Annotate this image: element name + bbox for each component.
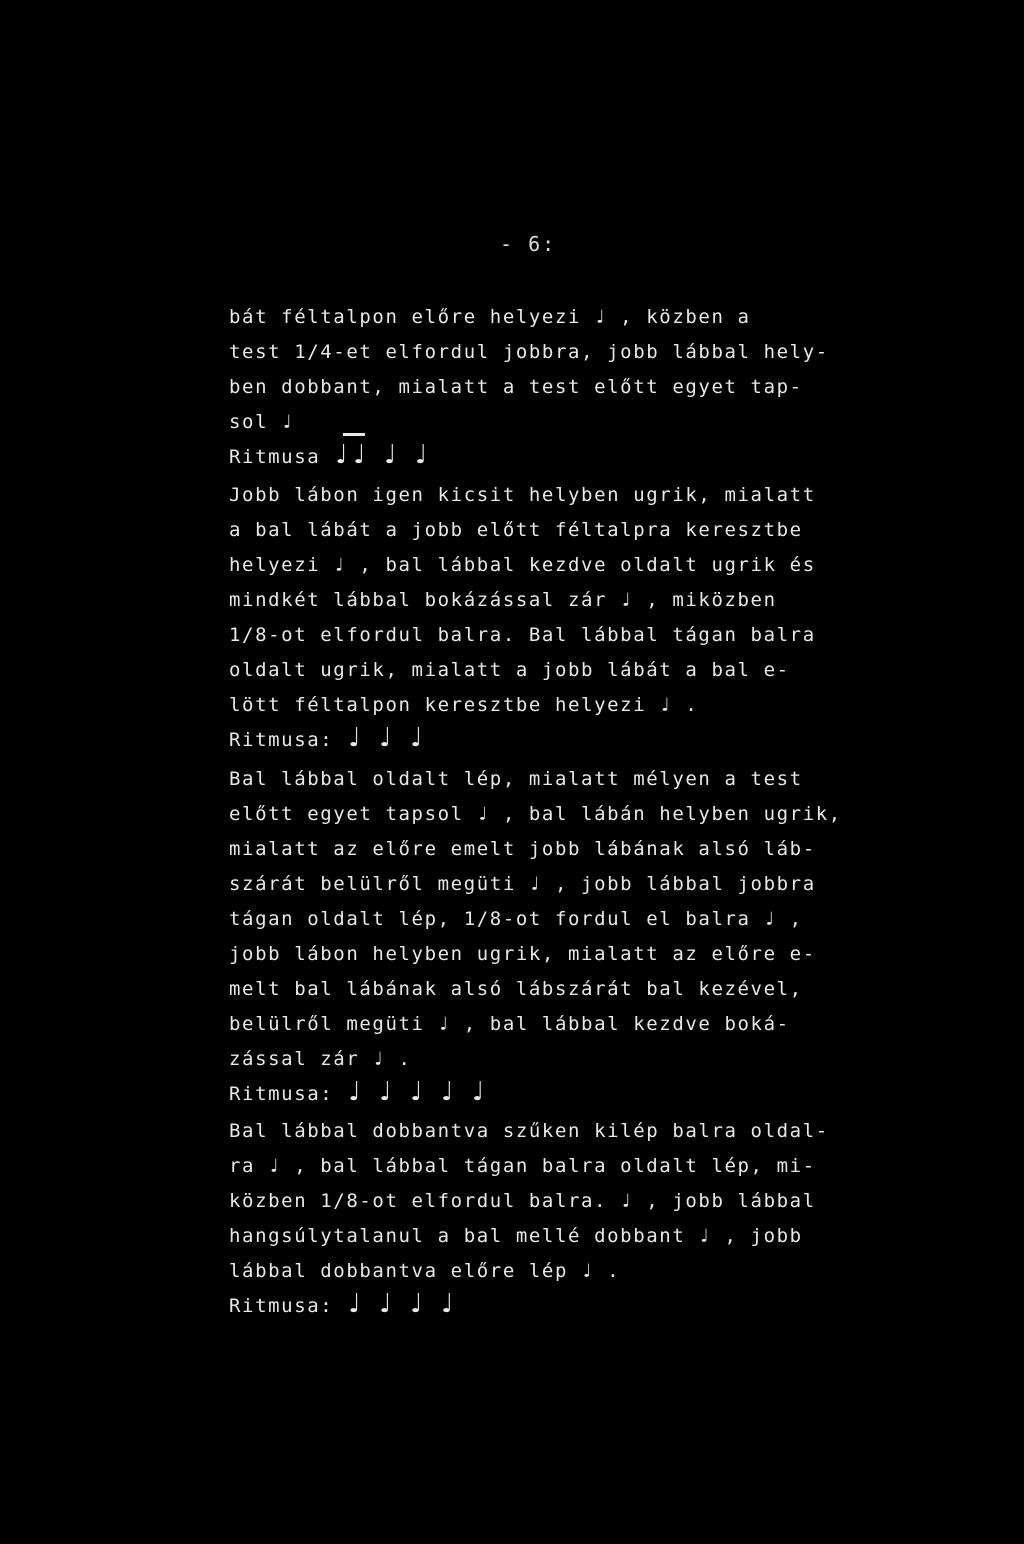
note-icon: ♩ <box>379 1077 394 1107</box>
note-icon: ♩ <box>441 1077 455 1107</box>
text-line: mindkét lábbal bokázással zár ♩ , miközben <box>229 589 777 611</box>
eighth-note-pair <box>333 440 369 475</box>
note-icon: ♩ <box>441 1289 455 1319</box>
rhythm-line <box>229 1077 829 1112</box>
rhythm-line <box>229 440 829 475</box>
note-icon: ♩ <box>348 1077 363 1107</box>
text-line: Bal lábbal dobbantva szűken kilép balra oldal- <box>229 1120 829 1142</box>
text-line: mialatt az előre emelt jobb lábának alsó láb- <box>229 838 816 860</box>
rhythm-label: Ritmusa: <box>229 1295 334 1317</box>
text-line: test 1/4-et elfordul jobbra, jobb lábbal hely- <box>229 341 829 363</box>
rhythm-line <box>229 1289 829 1324</box>
rhythm-line <box>229 723 829 758</box>
text-line: közben 1/8-ot elfordul balra. ♩ , jobb lábbal <box>229 1190 816 1212</box>
text-line: ra ♩ , bal lábbal tágan balra oldalt lép, mi- <box>229 1155 816 1177</box>
note-icon: ♩ <box>348 723 363 753</box>
note-icon: ♩ <box>348 1289 363 1319</box>
text-line: a bal lábát a jobb előtt féltalpra keresztbe <box>229 519 803 541</box>
text-line: jobb lábon helyben ugrik, mialatt az előre e- <box>229 943 816 965</box>
text-line: zással zár ♩ . <box>229 1048 412 1070</box>
text-line: oldalt ugrik, mialatt a jobb lábát a bal e- <box>229 659 790 681</box>
text-line: előtt egyet tapsol ♩ , bal lábán helyben ugrik, <box>229 803 842 825</box>
text-line: hangsúlytalanul a bal mellé dobbant ♩ , jobb <box>229 1225 803 1247</box>
text-line: belülről megüti ♩ , bal lábbal kezdve boká- <box>229 1013 790 1035</box>
note-icon: ♩ <box>353 440 368 470</box>
note-icon: ♩ <box>379 723 394 753</box>
paragraph-4 <box>229 1114 829 1324</box>
paragraph-2 <box>229 478 829 758</box>
note-icon: ♩ <box>472 1077 486 1107</box>
text-line: melt bal lábának alsó lábszárát bal kezével, <box>229 978 803 1000</box>
note-icon: ♩ <box>410 723 425 753</box>
text-line: sol ♩ <box>229 411 295 433</box>
note-icon: ♩ <box>379 1289 394 1319</box>
note-icon: ♩ <box>335 440 350 470</box>
text-line: Bal lábbal oldalt lép, mialatt mélyen a test <box>229 768 803 790</box>
text-line: tágan oldalt lép, 1/8-ot fordul el balra ♩ , <box>229 908 803 930</box>
note-icon: ♩ <box>410 1077 425 1107</box>
text-line: bát féltalpon előre helyezi ♩ , közben a <box>229 306 751 328</box>
page-number: - 6: <box>500 232 557 256</box>
paragraph-3 <box>229 762 842 1112</box>
text-line: szárát belülről megüti ♩ , jobb lábbal jobbra <box>229 873 816 895</box>
note-icon: ♩ <box>415 440 429 470</box>
rhythm-label: Ritmusa: <box>229 729 334 751</box>
text-line: lábbal dobbantva előre lép ♩ . <box>229 1260 621 1282</box>
paragraph-1 <box>229 300 829 475</box>
note-icon: ♩ <box>410 1289 425 1319</box>
text-line: ben dobbant, mialatt a test előtt egyet tap- <box>229 376 803 398</box>
text-line: 1/8-ot elfordul balra. Bal lábbal tágan balra <box>229 624 816 646</box>
text-line: helyezi ♩ , bal lábbal kezdve oldalt ugrik és <box>229 554 816 576</box>
text-line: lött féltalpon keresztbe helyezi ♩ . <box>229 694 699 716</box>
rhythm-label: Ritmusa: <box>229 1083 334 1105</box>
rhythm-label: Ritmusa <box>229 446 321 468</box>
note-icon: ♩ <box>384 440 398 470</box>
text-line: Jobb lábon igen kicsit helyben ugrik, mialatt <box>229 484 816 506</box>
